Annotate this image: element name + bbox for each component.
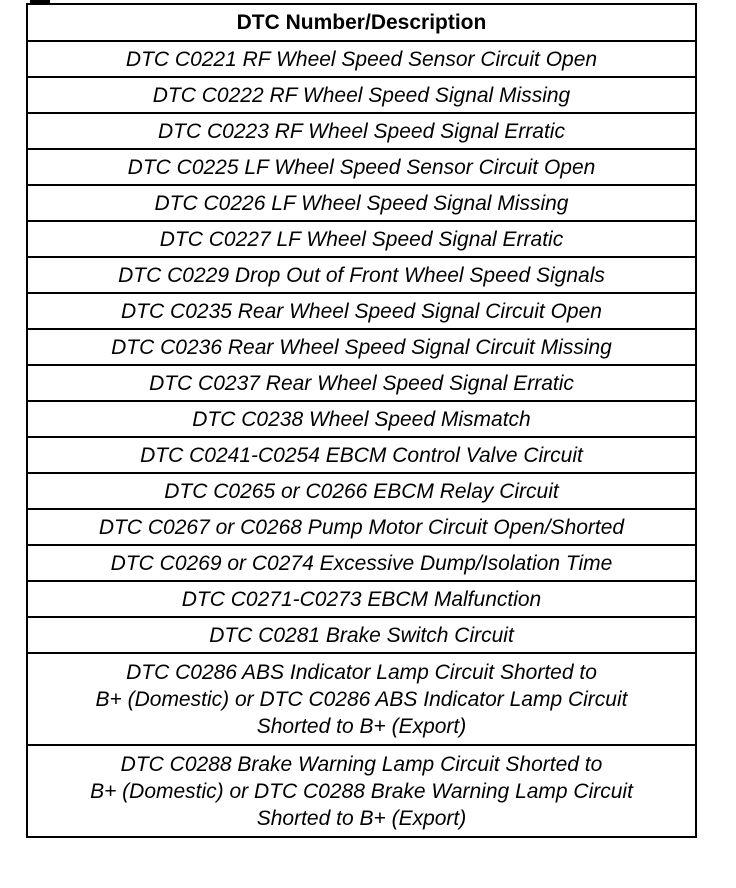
dtc-cell: DTC C0225 LF Wheel Speed Sensor Circuit Open [27,149,696,185]
table-row [27,745,696,837]
table-row [27,257,696,293]
table-row [27,41,696,77]
dtc-line: Shorted to B+ (Export) [256,806,467,830]
dtc-cell: DTC C0241-C0254 EBCM Control Valve Circuit [27,437,696,473]
dtc-line: B+ (Domestic) or DTC C0286 ABS Indicator Lamp Circuit [95,687,628,711]
table-row [27,365,696,401]
table-row [27,545,696,581]
table-row [27,617,696,653]
dtc-line: DTC C0288 Brake Warning Lamp Circuit Shorted to [120,752,603,776]
dtc-cell: DTC C0265 or C0266 EBCM Relay Circuit [27,473,696,509]
dtc-cell: DTC C0226 LF Wheel Speed Signal Missing [27,185,696,221]
table-row [27,473,696,509]
table-header-row [27,4,696,41]
dtc-cell: DTC C0222 RF Wheel Speed Signal Missing [27,77,696,113]
table-row [27,329,696,365]
dtc-cell: DTC C0227 LF Wheel Speed Signal Erratic [27,221,696,257]
dtc-cell: DTC C0221 RF Wheel Speed Sensor Circuit Open [27,41,696,77]
table-row [27,185,696,221]
table-row [27,509,696,545]
dtc-cell: DTC C0229 Drop Out of Front Wheel Speed Signals [27,257,696,293]
dtc-cell: DTC C0235 Rear Wheel Speed Signal Circuit Open [27,293,696,329]
table-row [27,149,696,185]
table-row [27,113,696,149]
table-row [27,221,696,257]
dtc-cell: DTC C0281 Brake Switch Circuit [27,617,696,653]
dtc-cell [27,653,696,745]
table-body [27,41,696,837]
dtc-cell: DTC C0237 Rear Wheel Speed Signal Erratic [27,365,696,401]
table-row [27,653,696,745]
dtc-line: Shorted to B+ (Export) [256,714,467,738]
table-row [27,437,696,473]
table-row [27,293,696,329]
dtc-cell: DTC C0236 Rear Wheel Speed Signal Circuit Missing [27,329,696,365]
dtc-cell: DTC C0238 Wheel Speed Mismatch [27,401,696,437]
table-row [27,581,696,617]
column-header: DTC Number/Description [27,4,696,41]
dtc-cell: DTC C0271-C0273 EBCM Malfunction [27,581,696,617]
dtc-cell [27,745,696,837]
dtc-cell: DTC C0269 or C0274 Excessive Dump/Isolation Time [27,545,696,581]
dtc-line: B+ (Domestic) or DTC C0288 Brake Warning Lamp Circuit [90,779,633,803]
table-row [27,77,696,113]
dtc-table [26,3,697,838]
dtc-cell: DTC C0223 RF Wheel Speed Signal Erratic [27,113,696,149]
table-row [27,401,696,437]
dtc-cell: DTC C0267 or C0268 Pump Motor Circuit Open/Shorted [27,509,696,545]
dtc-line: DTC C0286 ABS Indicator Lamp Circuit Shorted to [126,660,597,684]
